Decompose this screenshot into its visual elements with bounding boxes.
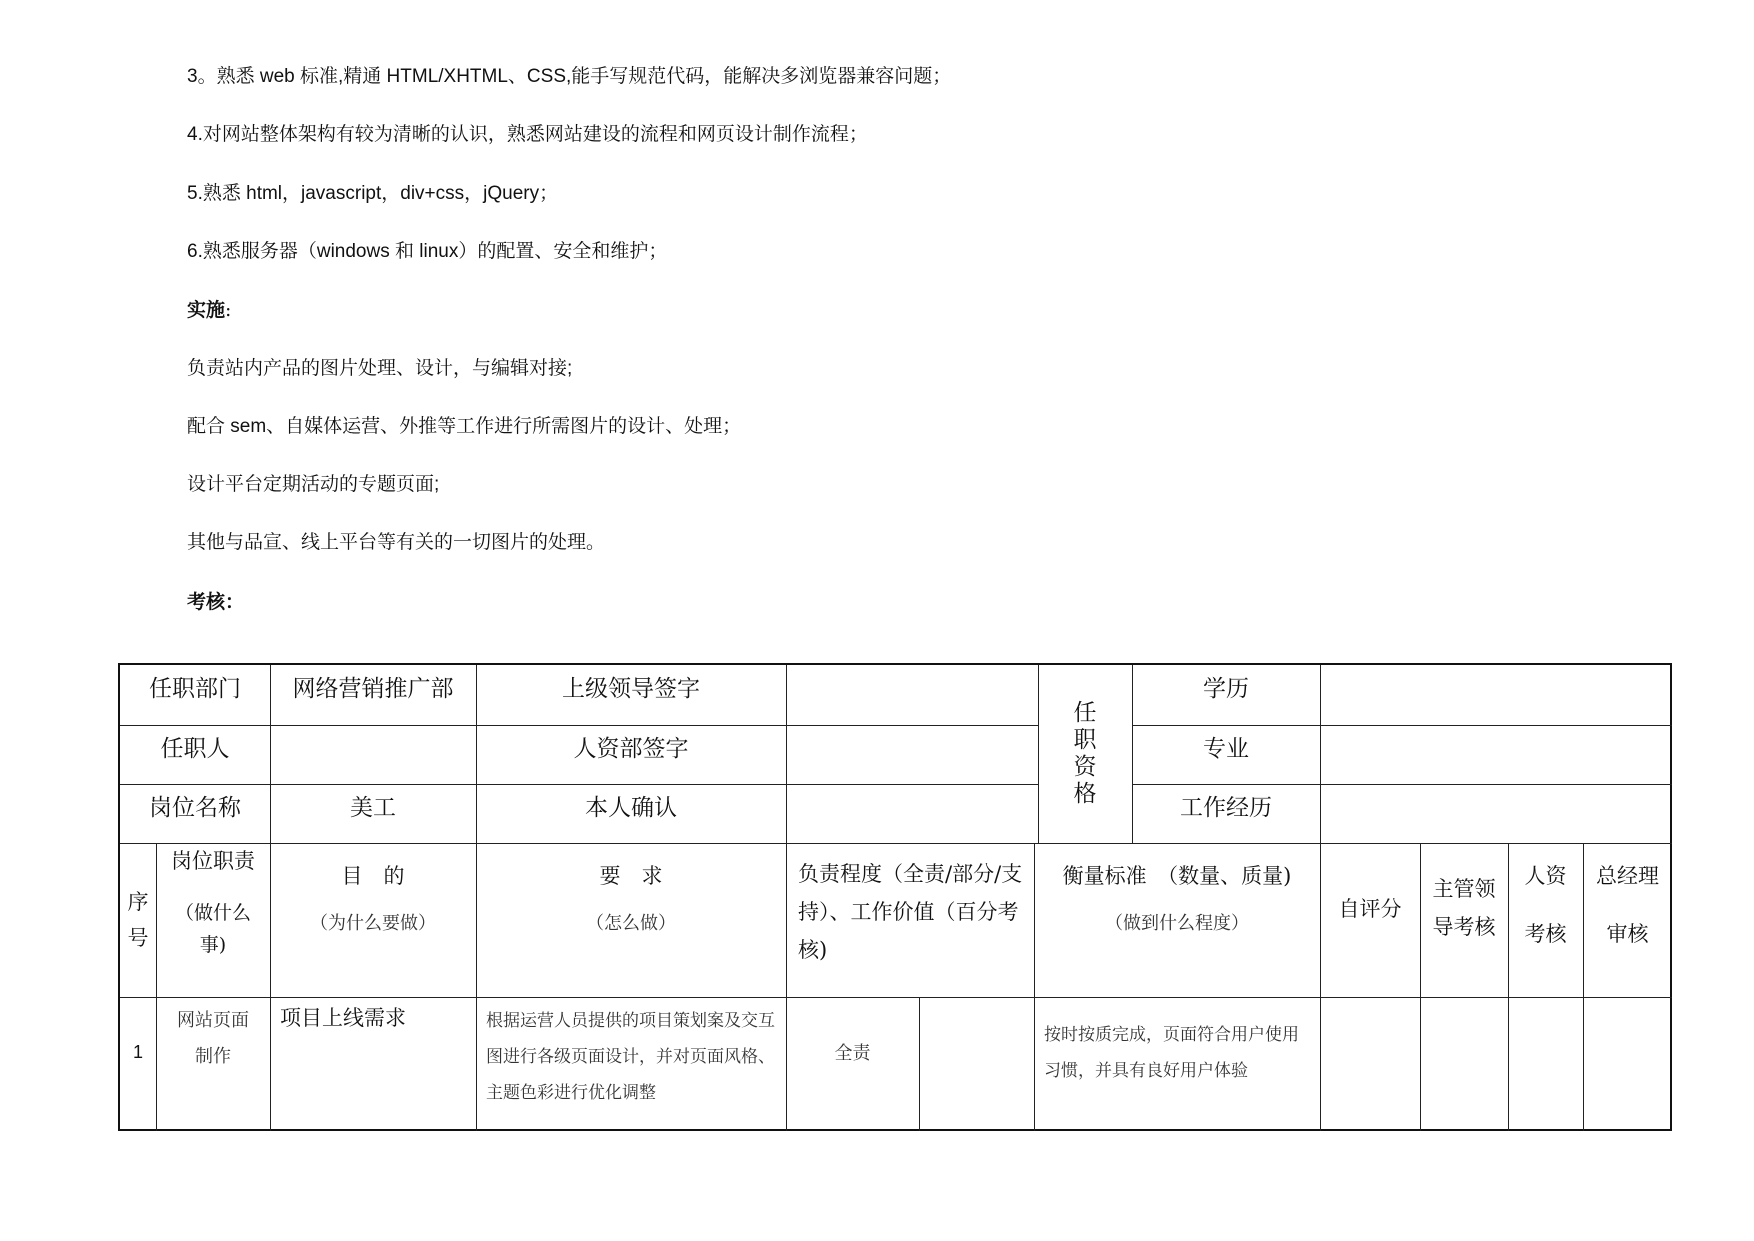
hr-header-line1: 人资 [1524, 864, 1567, 888]
experience-label: 工作经历 [1180, 794, 1272, 821]
hr-sign-field[interactable] [786, 725, 1038, 784]
row-requirement: 根据运营人员提供的项目策划案及交互图进行各级页面设计，并对页面风格、主题色彩进行优化调整 [486, 1011, 775, 1103]
leader-sign-field[interactable] [786, 665, 1038, 725]
implement-item-1: 负责站内产品的图片处理、设计，与编辑对接; [187, 358, 573, 379]
supervisor-header [1420, 843, 1508, 973]
qualification-label-cell [1038, 665, 1132, 843]
row-hr-field[interactable] [1508, 997, 1583, 1131]
purpose-header-line2: （为什么要做） [310, 913, 436, 934]
row-purpose-cell [270, 997, 476, 1131]
qualification-label: 任职资格 [1073, 700, 1097, 807]
seq-header-cell [120, 843, 156, 997]
education-field[interactable] [1320, 665, 1672, 725]
requirement-header-line1: 要 求 [599, 864, 663, 888]
implement-item-2: 配合 sem、自媒体运营、外推等工作进行所需图片的设计、处理； [187, 416, 742, 437]
position-value: 美工 [350, 794, 396, 821]
row-gm-field[interactable] [1583, 997, 1672, 1131]
row-measure: 按时按质完成，页面符合用户使用习惯，并具有良好用户体验 [1044, 1025, 1299, 1081]
row-duty-cell [156, 997, 270, 1131]
supervisor-header-line1: 主管领 [1432, 877, 1496, 901]
duty-header-line3: 事) [199, 934, 227, 956]
dept-value: 网络营销推广部 [292, 675, 454, 702]
person-label: 任职人 [160, 735, 230, 762]
row-purpose: 项目上线需求 [280, 1006, 406, 1030]
assessment-heading: 考核： [187, 591, 245, 613]
duty-header-line2: （做什么 [174, 902, 251, 924]
purpose-header-line1: 目 的 [341, 864, 405, 888]
requirement-header-line2: （怎么做） [586, 913, 676, 934]
implement-heading [187, 298, 231, 322]
row-self-score-field[interactable] [1320, 997, 1420, 1131]
responsibility-header: 负责程度（全责/部分/支持）、工作价值（百分考核) [798, 862, 1023, 962]
measure-header-line2: （做到什么程度） [1105, 913, 1249, 934]
measure-header [1034, 843, 1320, 997]
self-confirm-field[interactable] [786, 784, 1038, 843]
major-field[interactable] [1320, 725, 1672, 784]
dept-label: 任职部门 [149, 675, 241, 702]
row-value-field[interactable] [919, 997, 1034, 1131]
requirement-item-4: 4.对网站整体架构有较为清晰的认识，熟悉网站建设的流程和网页设计制作流程； [187, 124, 868, 145]
gm-header [1583, 843, 1672, 997]
gm-header-line1: 总经理 [1596, 864, 1659, 888]
supervisor-header-line2: 导考核 [1432, 915, 1496, 939]
row-seq: 1 [132, 1041, 143, 1062]
person-value [270, 725, 476, 767]
implement-heading-text: 实施 [187, 299, 226, 321]
row-responsibility: 全责 [834, 1043, 871, 1064]
gm-header-line2: 审核 [1606, 922, 1649, 946]
seq-header: 序号 [127, 890, 149, 950]
implement-item-3: 设计平台定期活动的专题页面; [187, 474, 440, 495]
requirement-item-3: 3。熟悉 web 标准,精通 HTML/XHTML、CSS,能手写规范代码，能解决多浏览器兼容问题； [187, 66, 952, 87]
row-supervisor-field[interactable] [1420, 997, 1508, 1131]
row-requirement-cell [476, 997, 786, 1131]
row-measure-cell [1034, 997, 1320, 1131]
requirement-item-5: 5.熟悉 html，javascript，div+css，jQuery； [187, 183, 559, 204]
education-label: 学历 [1203, 675, 1249, 702]
responsibility-header-cell [786, 843, 1034, 997]
implement-item-4: 其他与品宣、线上平台等有关的一切图片的处理。 [187, 532, 606, 553]
row-duty: 网站页面制作 [177, 1010, 249, 1067]
hr-header [1508, 843, 1583, 997]
hr-sign-label: 人资部签字 [573, 735, 689, 762]
requirement-header [476, 843, 786, 997]
self-score-header: 自评分 [1338, 897, 1402, 921]
hr-header-line2: 考核 [1524, 922, 1567, 946]
experience-field[interactable] [1320, 784, 1672, 843]
measure-header-line1: 衡量标准 （数量、质量) [1062, 864, 1292, 888]
self-confirm-label: 本人确认 [585, 794, 677, 821]
position-label: 岗位名称 [149, 794, 241, 821]
leader-sign-label: 上级领导签字 [562, 675, 700, 702]
duty-header [156, 843, 270, 997]
job-description-table [118, 663, 1672, 1131]
duty-header-line1: 岗位职责 [171, 849, 255, 873]
implement-heading-colon: : [225, 299, 232, 321]
major-label: 专业 [1203, 735, 1249, 762]
purpose-header [270, 843, 476, 997]
requirement-item-6: 6.熟悉服务器（windows 和 linux）的配置、安全和维护； [187, 241, 668, 262]
